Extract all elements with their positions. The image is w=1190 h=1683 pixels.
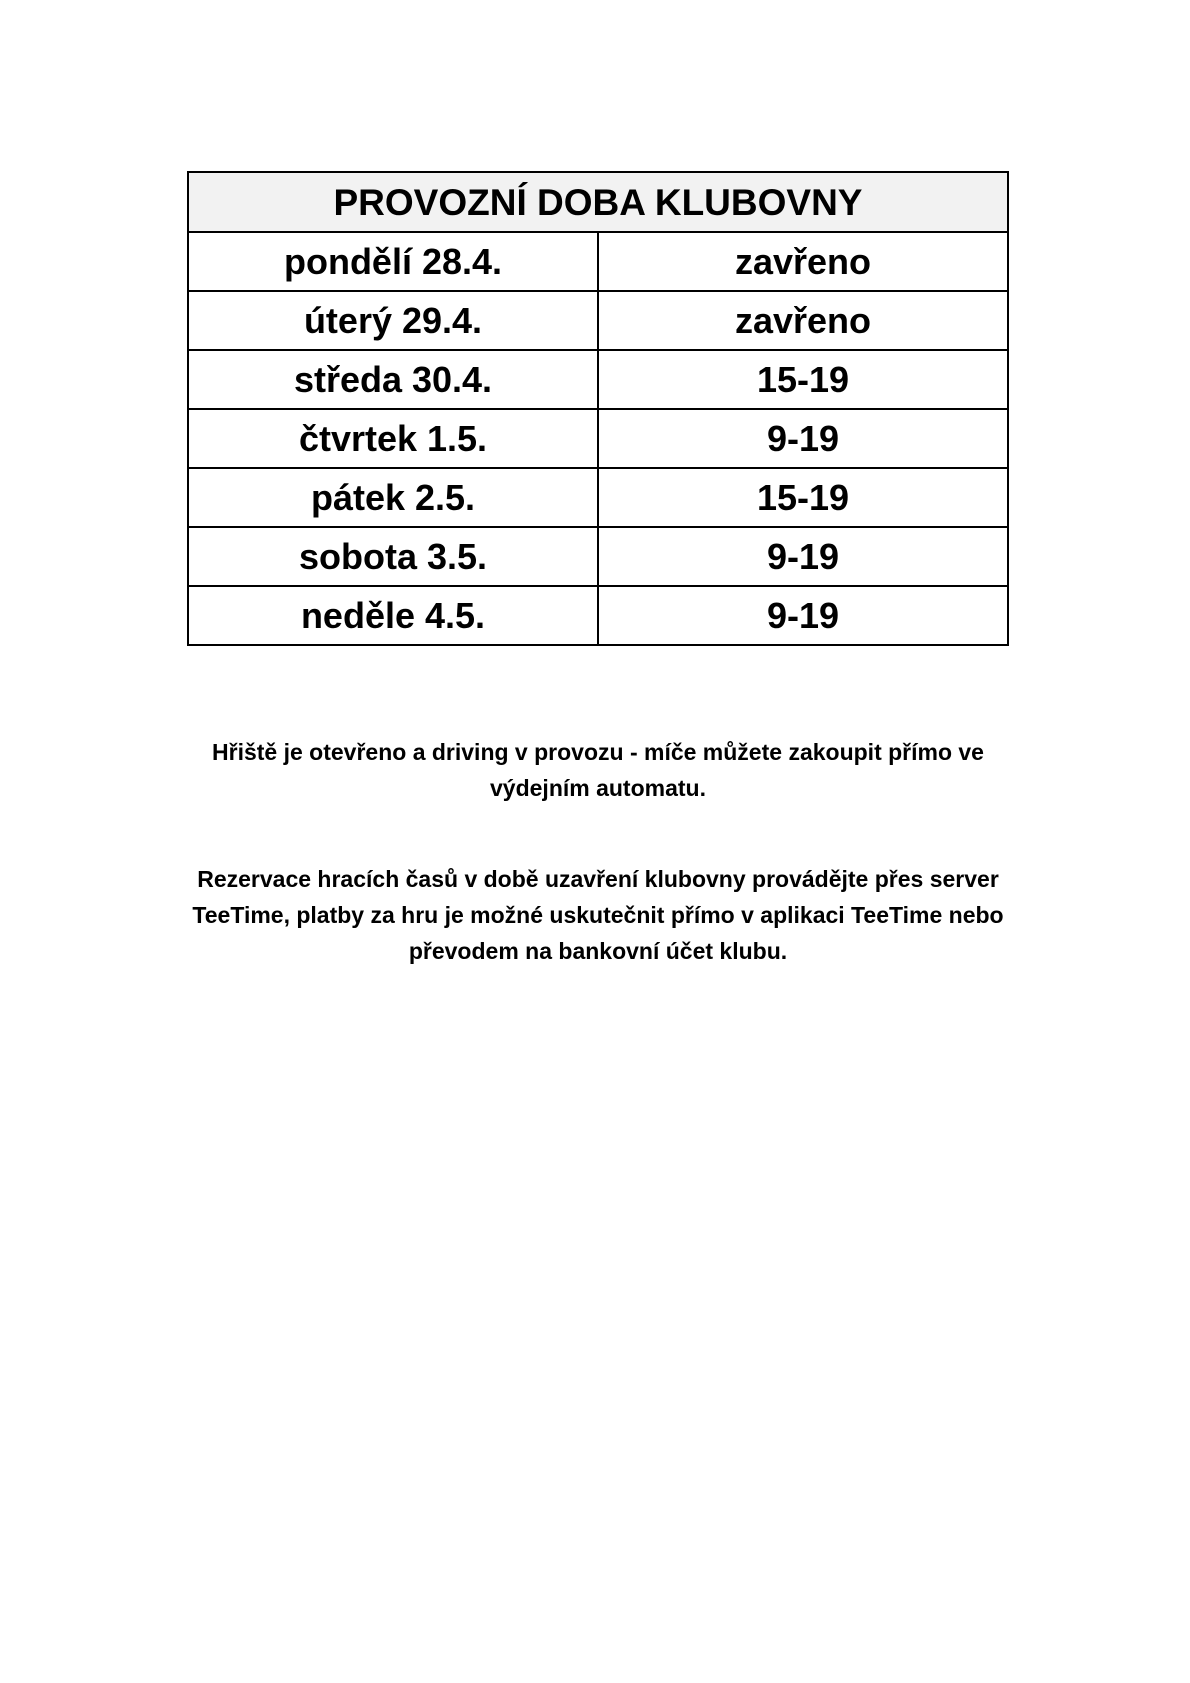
- hours-cell: zavřeno: [598, 232, 1008, 291]
- table-row: [188, 232, 1008, 291]
- reservation-note: Rezervace hracích časů v době uzavření klubovny provádějte přes server TeeTime, platby za hru je možné uskutečnit přímo v aplikaci TeeTime nebo převodem na bankovní účet klubu.: [192, 866, 1004, 964]
- day-cell: úterý 29.4.: [188, 291, 598, 350]
- hours-cell: 9-19: [598, 409, 1008, 468]
- table-row: [188, 586, 1008, 645]
- day-cell: sobota 3.5.: [188, 527, 598, 586]
- table-row: [188, 468, 1008, 527]
- table-row: [188, 350, 1008, 409]
- table-title: PROVOZNÍ DOBA KLUBOVNY: [188, 172, 1008, 232]
- hours-cell: 9-19: [598, 527, 1008, 586]
- hours-cell: 15-19: [598, 350, 1008, 409]
- table-row: [188, 409, 1008, 468]
- driving-note: Hřiště je otevřeno a driving v provozu - míče můžete zakoupit přímo ve výdejním automatu.: [212, 739, 984, 801]
- hours-cell: 9-19: [598, 586, 1008, 645]
- day-cell: neděle 4.5.: [188, 586, 598, 645]
- notes-section: [187, 734, 1009, 1024]
- hours-cell: zavřeno: [598, 291, 1008, 350]
- day-cell: pátek 2.5.: [188, 468, 598, 527]
- table-row: [188, 527, 1008, 586]
- day-cell: středa 30.4.: [188, 350, 598, 409]
- hours-cell: 15-19: [598, 468, 1008, 527]
- day-cell: pondělí 28.4.: [188, 232, 598, 291]
- table-header-row: [188, 172, 1008, 232]
- opening-hours-table: [187, 171, 1009, 646]
- day-cell: čtvrtek 1.5.: [188, 409, 598, 468]
- table-row: [188, 291, 1008, 350]
